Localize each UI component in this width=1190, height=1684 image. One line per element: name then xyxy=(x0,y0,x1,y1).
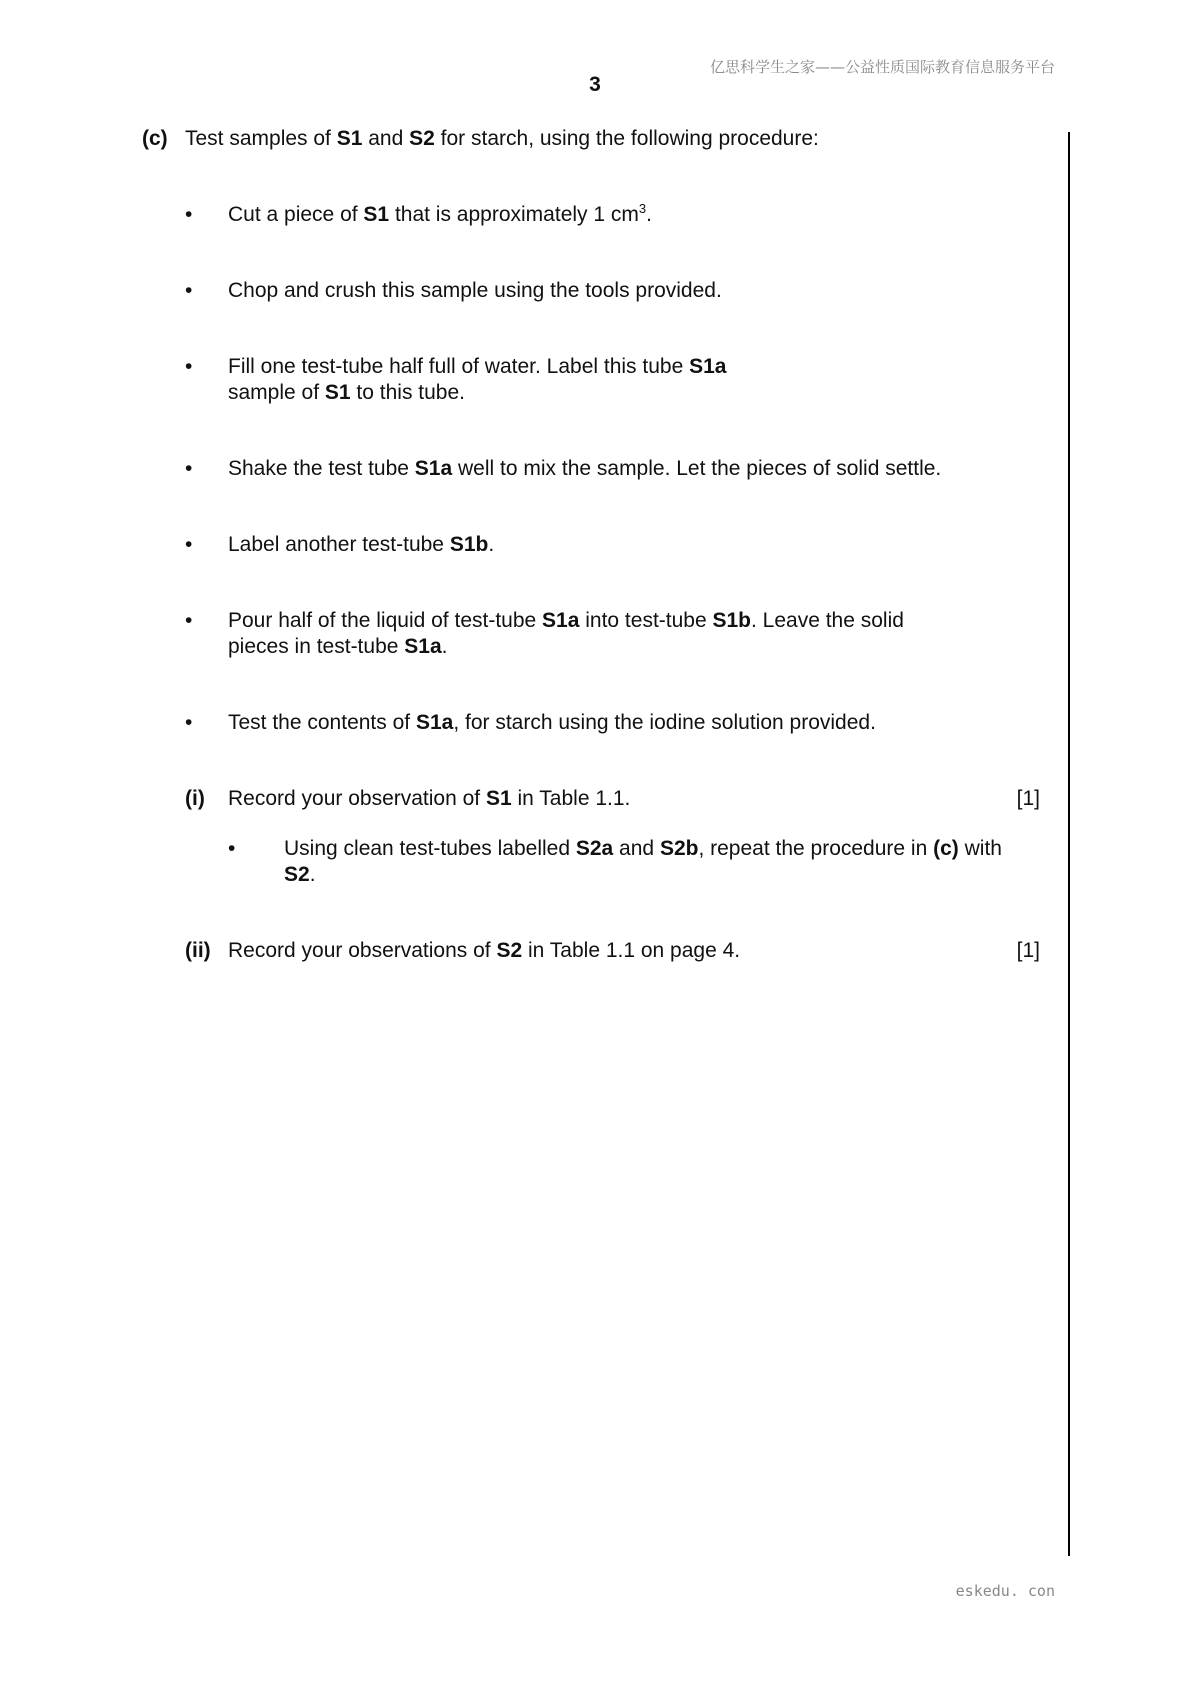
part-i-repeat-step: Using clean test-tubes labelled S2a and S2b, repeat the procedure in (c) with S2. xyxy=(284,837,1002,886)
step-shake: Shake the test tube S1a well to mix the sample. Let the pieces of solid settle. xyxy=(228,457,942,480)
question-intro: Test samples of S1 and S2 for starch, using the following procedure: xyxy=(185,127,819,150)
question-label: (c) xyxy=(142,127,168,150)
bullet-dot-icon: • xyxy=(185,609,193,632)
step-label: Label another test-tube S1b. xyxy=(228,533,495,556)
bullet-dot-icon: • xyxy=(185,279,193,302)
footer-site: eskedu. con xyxy=(955,1582,1055,1600)
bullet-dot-icon: • xyxy=(228,837,236,860)
bullet-dot-icon: • xyxy=(185,203,193,226)
part-ii-marks: [1] xyxy=(1016,939,1040,962)
page-number: 3 xyxy=(589,73,601,96)
part-i-text: Record your observation of S1 in Table 1.1. xyxy=(228,787,631,810)
step-pour: Pour half of the liquid of test-tube S1a into test-tube S1b. Leave the solid pieces in test-tube S1a. xyxy=(228,609,904,658)
bullet-dot-icon: • xyxy=(185,533,193,556)
part-ii-text: Record your observations of S2 in Table 1.1 on page 4. xyxy=(228,939,741,962)
part-i-label: (i) xyxy=(185,787,205,810)
bullet-dot-icon: • xyxy=(185,457,193,480)
bullet-dot-icon: • xyxy=(185,355,193,378)
step-chop: Chop and crush this sample using the tools provided. xyxy=(228,279,722,302)
step-test: Test the contents of S1a, for starch using the iodine solution provided. xyxy=(228,711,876,734)
watermark-header: 亿思科学生之家——公益性质国际教育信息服务平台 xyxy=(709,58,1055,76)
part-ii-label: (ii) xyxy=(185,939,211,962)
margin-line xyxy=(1068,132,1070,1556)
part-i-marks: [1] xyxy=(1016,787,1040,810)
bullet-dot-icon: • xyxy=(185,711,193,734)
step-cut: Cut a piece of S1 that is approximately 1 $cm^3$. xyxy=(228,201,652,226)
step-fill: Fill one test-tube half full of water. Label this tube S1a sample of S1 to this tube. xyxy=(228,355,727,404)
